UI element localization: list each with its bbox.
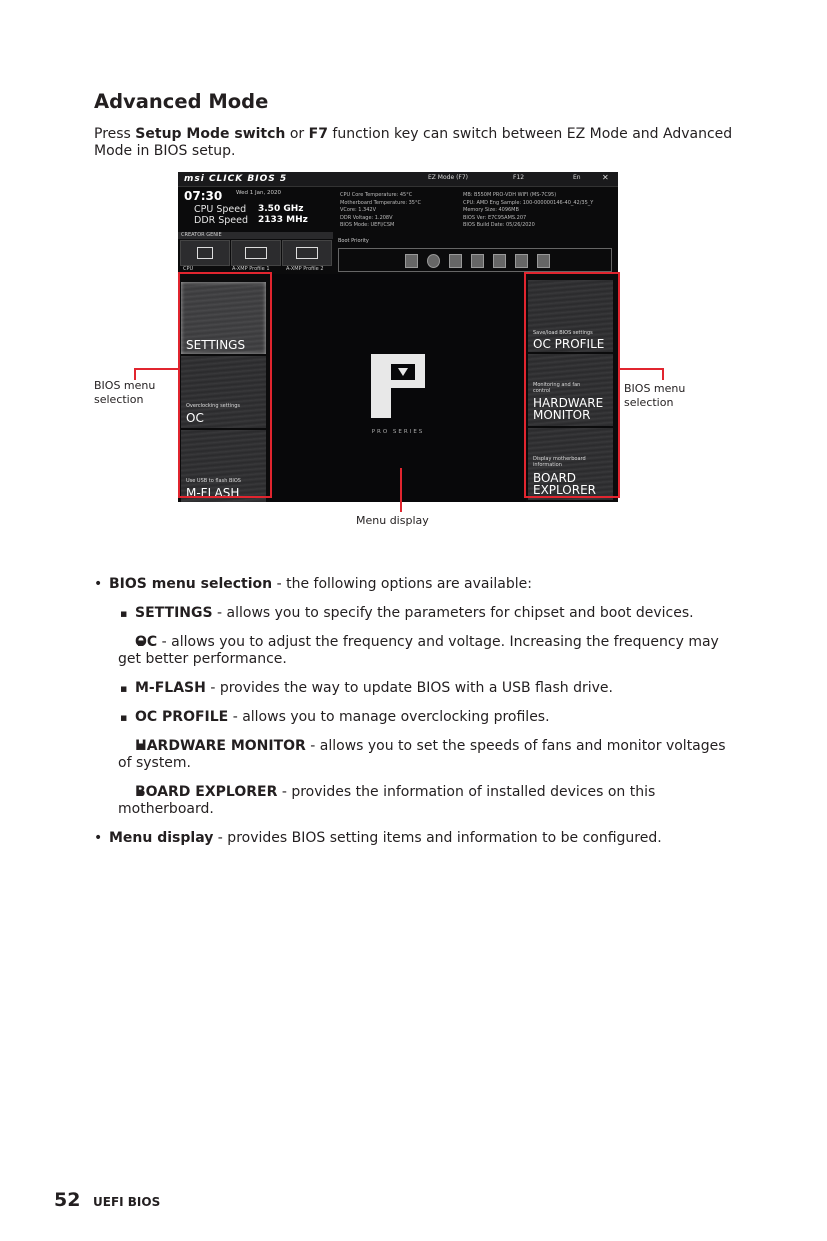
sub-bullet-term: M-FLASH: [135, 680, 206, 696]
boot-priority-bar[interactable]: [338, 248, 612, 272]
left-menu-highlight: [178, 272, 272, 498]
tile-caption: Overclocking settings: [186, 403, 241, 409]
usb-icon[interactable]: [449, 254, 462, 268]
info-line: CPU: AMD Eng Sample: 100-000000146-40_42/35_Y: [463, 199, 594, 206]
sub-bullet-item: [118, 605, 734, 622]
intro-paragraph: [94, 126, 734, 160]
pro-series-logo-icon: [371, 354, 425, 418]
sub-bullet-item: [118, 680, 734, 697]
sub-bullet-text: - provides the way to update BIOS with a USB flash drive.: [205, 680, 613, 696]
tile-title: SETTINGS: [186, 338, 246, 352]
page-number: 52: [54, 1189, 81, 1211]
creator-genie-bar: CREATOR GENIE: [178, 232, 333, 239]
ez-mode-button[interactable]: EZ Mode (F7): [428, 174, 469, 181]
info-line: CPU Core Temperature: 45°C: [340, 192, 413, 198]
sub-bullet-term: OC PROFILE: [135, 709, 229, 725]
genie-tab-label-axmp2: A-XMP Profile 2: [286, 266, 324, 272]
intro-suffix: function key can switch between EZ Mode and Advanced Mode in BIOS setup.: [94, 126, 733, 159]
menu-display-area: [270, 274, 526, 502]
boot-priority-label: Boot Priority: [338, 238, 369, 244]
sub-bullet-term: BOARD EXPLORER: [135, 784, 278, 800]
tile-title: OC: [186, 411, 204, 425]
msi-logo: msi CLICK BIOS 5: [184, 174, 288, 184]
right-callout-line: [620, 368, 664, 370]
genie-tab-label-cpu: CPU: [183, 266, 194, 272]
intro-key-f7: F7: [308, 126, 328, 142]
tile-caption: Display motherboard information: [533, 456, 586, 468]
tile-title: M-FLASH: [186, 486, 240, 500]
info-line: Memory Size: 4096MB: [463, 207, 519, 214]
info-line: BIOS Ver: E7C95AMS.207: [463, 214, 527, 221]
info-line: DDR Voltage: 1.208V: [340, 214, 393, 221]
language-button[interactable]: En: [573, 174, 581, 181]
callout-bottom: Menu display: [356, 514, 429, 527]
sub-bullet-item: [118, 634, 734, 668]
bullet-term: BIOS menu selection: [109, 576, 273, 592]
intro-mid: or: [285, 126, 309, 142]
sub-bullet-text: - allows you to specify the parameters for chipset and boot devices.: [212, 605, 694, 621]
info-line: BIOS Mode: UEFI/CSM: [340, 222, 395, 229]
sub-bullet-term: HARDWARE MONITOR: [135, 738, 306, 754]
sub-bullet-term: SETTINGS: [135, 605, 213, 621]
genie-tab-label-axmp1: A-XMP Profile 1: [232, 266, 270, 272]
right-menu-highlight: [524, 272, 620, 498]
bullet-term: Menu display: [109, 830, 214, 846]
sub-bullet-text: - allows you to adjust the frequency and voltage. Increasing the frequency may get better performance.: [118, 634, 719, 667]
sub-bullet-item: [118, 709, 734, 726]
info-line: MB: B550M PRO-VDH WIFI (MS-7C95): [463, 192, 557, 198]
left-callout-line: [134, 368, 178, 370]
callout-right: BIOS menu selection: [624, 382, 686, 409]
network-icon[interactable]: [537, 254, 550, 268]
cpu-speed-label: CPU Speed: [194, 204, 247, 215]
bios-clock: 07:30: [184, 189, 223, 203]
disc-icon[interactable]: [427, 254, 440, 268]
tile-caption: Use USB to flash BIOS: [186, 478, 241, 484]
right-callout-tick: [662, 368, 664, 380]
intro-prefix: Press: [94, 126, 136, 142]
sub-bullet-item: [118, 784, 734, 818]
tile-caption: Monitoring and fan control: [533, 382, 581, 394]
f12-screenshot-button[interactable]: F12: [513, 174, 525, 181]
ddr-speed-label: DDR Speed: [194, 215, 249, 226]
ddr-speed-value: 2133 MHz: [258, 215, 308, 225]
bios-date: Wed 1 Jan, 2020: [236, 190, 281, 196]
footer-section-label: UEFI BIOS: [93, 1195, 161, 1209]
usb-icon[interactable]: [515, 254, 528, 268]
genie-tab-axmp2[interactable]: [282, 240, 332, 266]
tile-caption: Save/load BIOS settings: [533, 330, 593, 336]
memory-icon: [245, 247, 267, 259]
info-line: Motherboard Temperature: 35°C: [340, 199, 421, 206]
cpu-speed-value: 3.50 GHz: [258, 204, 304, 214]
pro-series-text: PRO SERIES: [371, 429, 425, 435]
sub-bullet-text: - provides the information of installed devices on this motherboard.: [118, 784, 656, 817]
sub-bullet-term: OC: [135, 634, 158, 650]
usb-icon[interactable]: [493, 254, 506, 268]
sub-bullet-text: - allows you to manage overclocking profiles.: [228, 709, 550, 725]
info-line: VCore: 1.342V: [340, 207, 377, 214]
system-info-right: [463, 192, 593, 230]
intro-key-setup-mode: Setup Mode switch: [135, 126, 286, 142]
info-line: BIOS Build Date: 05/26/2020: [463, 222, 535, 229]
bullet-item: [94, 830, 734, 847]
tile-title: HARDWARE MONITOR: [533, 396, 604, 422]
sub-bullet-text: - allows you to set the speeds of fans and monitor voltages of system.: [118, 738, 726, 771]
tile-title: BOARD EXPLORER: [533, 471, 596, 497]
memory-icon: [296, 247, 318, 259]
boot-device-icon[interactable]: [405, 254, 418, 268]
cpu-chip-icon: [197, 247, 213, 259]
tile-title: OC PROFILE: [533, 337, 605, 351]
bullet-item: [94, 576, 734, 593]
sub-bullet-item: [118, 738, 734, 772]
bullet-text: - provides BIOS setting items and information to be configured.: [213, 830, 662, 846]
page-title: Advanced Mode: [94, 90, 269, 113]
genie-tab-axmp1[interactable]: [231, 240, 281, 266]
callout-left: BIOS menu selection: [94, 379, 156, 406]
bullet-text: - the following options are available:: [272, 576, 532, 592]
bullet-list: [94, 576, 734, 859]
genie-tab-cpu[interactable]: [180, 240, 230, 266]
bottom-callout-line: [400, 468, 402, 512]
close-icon[interactable]: ✕: [602, 173, 609, 182]
usb-icon[interactable]: [471, 254, 484, 268]
system-info-left: [340, 192, 421, 230]
bios-top-bar: [178, 172, 618, 187]
